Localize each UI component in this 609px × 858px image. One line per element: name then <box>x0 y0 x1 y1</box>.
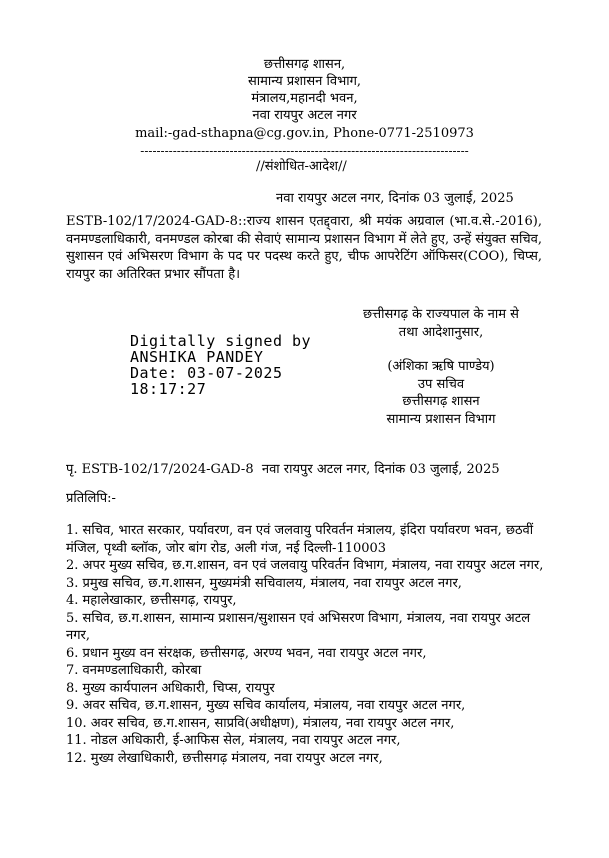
list-item: 7. वनमण्डलाधिकारी, कोरबा <box>66 663 202 678</box>
list-item: 3. प्रमुख सचिव, छ.ग.शासन, मुख्यमंत्री सचिवालय, मंत्रालय, नवा रायपुर अटल नगर, <box>66 575 462 591</box>
letterhead-city: नवा रायपुर अटल नगर <box>252 108 357 123</box>
signatory-designation: उप सचिव <box>417 376 465 392</box>
signatory-name: (अंशिका ऋषि पाण्डेय) <box>387 359 495 374</box>
list-item: 6. प्रधान मुख्य वन संरक्षक, छत्तीसगढ़, अरण्य भवन, नवा रायपुर अटल नगर, <box>66 645 427 661</box>
signatory-block <box>346 358 536 428</box>
digital-signature <box>130 333 311 397</box>
list-item: 4. महालेखाकार, छत्तीसगढ़, रायपुर, <box>66 593 237 608</box>
signatory-department: सामान्य प्रशासन विभाग <box>386 411 496 427</box>
signatory-government: छत्तीसगढ़ शासन <box>402 394 480 409</box>
letterhead-contact: mail:-gad-sthapna@cg.gov.in, Phone-0771-2510973 <box>135 126 474 141</box>
digital-signature-label: Digitally signed by <box>130 332 312 350</box>
order-date: नवा रायपुर अटल नगर, दिनांक 03 जुलाई, 2025 <box>276 191 514 206</box>
endorsement-line: पृ. ESTB-102/17/2024-GAD-8 नवा रायपुर अटल नगर, दिनांक 03 जुलाई, 2025 <box>66 462 500 477</box>
list-item: 11. नोडल अधिकारी, ई-आफिस सेल, मंत्रालय, नवा रायपुर अटल नगर, <box>66 733 401 748</box>
digital-signature-name: ANSHIKA PANDEY <box>130 348 264 366</box>
list-item: 10. अवर सचिव, छ.ग.शासन, साप्रवि(अधीक्षण), मंत्रालय, नवा रायपुर अटल नगर, <box>66 715 455 731</box>
order-body: ESTB-102/17/2024-GAD-8::राज्य शासन एतद्द्वारा, श्री मयंक अग्रवाल (भा.व.से.-2016), वनमण्डलाधिकारी, वनमण्डल कोरबा की सेवाएं सामान्य प्रशासन विभाग में लेते हुए, उन्हें संयुक्त सचिव, सुशासन एवं अभिसरण विभाग के पद पर पदस्थ करते हुए, चीफ आपरेटिंग ऑफिसर(COO), चिप्स, रायपुर का अतिरिक्त प्रभार सौंपता है। <box>66 214 542 282</box>
digital-signature-time: 18:17:27 <box>130 380 207 398</box>
list-item: 8. मुख्य कार्यपालन अधिकारी, चिप्स, रायपुर <box>66 680 275 696</box>
governor-line: छत्तीसगढ़ के राज्यपाल के नाम से <box>363 307 519 322</box>
letterhead <box>0 56 609 142</box>
letterhead-building: मंत्रालय,महानदी भवन, <box>251 91 358 106</box>
copy-recipient-list <box>66 522 552 767</box>
copy-label: प्रतिलिपि:- <box>66 491 116 506</box>
list-item: 5. सचिव, छ.ग.शासन, सामान्य प्रशासन/सुशासन एवं अभिसरण विभाग, मंत्रालय, नवा रायपुर अटल नगर, <box>66 610 531 643</box>
separator-rule: --------------------------------------------------------------------------------- <box>140 144 469 158</box>
letterhead-department: सामान्य प्रशासन विभाग, <box>247 74 362 89</box>
letterhead-government: छत्तीसगढ़ शासन, <box>263 57 346 72</box>
digital-signature-date: Date: 03-07-2025 <box>130 364 283 382</box>
order-line: तथा आदेशानुसार, <box>398 324 484 340</box>
list-item: 12. मुख्य लेखाधिकारी, छत्तीसगढ़ मंत्रालय, नवा रायपुर अटल नगर, <box>66 750 383 766</box>
list-item: 9. अवर सचिव, छ.ग.शासन, मुख्य सचिव कार्यालय, मंत्रालय, नवा रायपुर अटल नगर, <box>66 698 466 713</box>
governor-authority <box>346 306 536 341</box>
list-item: 1. सचिव, भारत सरकार, पर्यावरण, वन एवं जलवायु परिवर्तन मंत्रालय, इंदिरा पर्यावरण भवन, छठवीं मंजिल, पृथ्वी ब्लॉक, जोर बांग रोड, अली गंज, नई दिल्ली-110003 <box>66 523 534 556</box>
order-title: //संशोधित-आदेश// <box>256 159 347 174</box>
list-item: 2. अपर मुख्य सचिव, छ.ग.शासन, वन एवं जलवायु परिवर्तन विभाग, मंत्रालय, नवा रायपुर अटल नगर, <box>66 558 544 573</box>
